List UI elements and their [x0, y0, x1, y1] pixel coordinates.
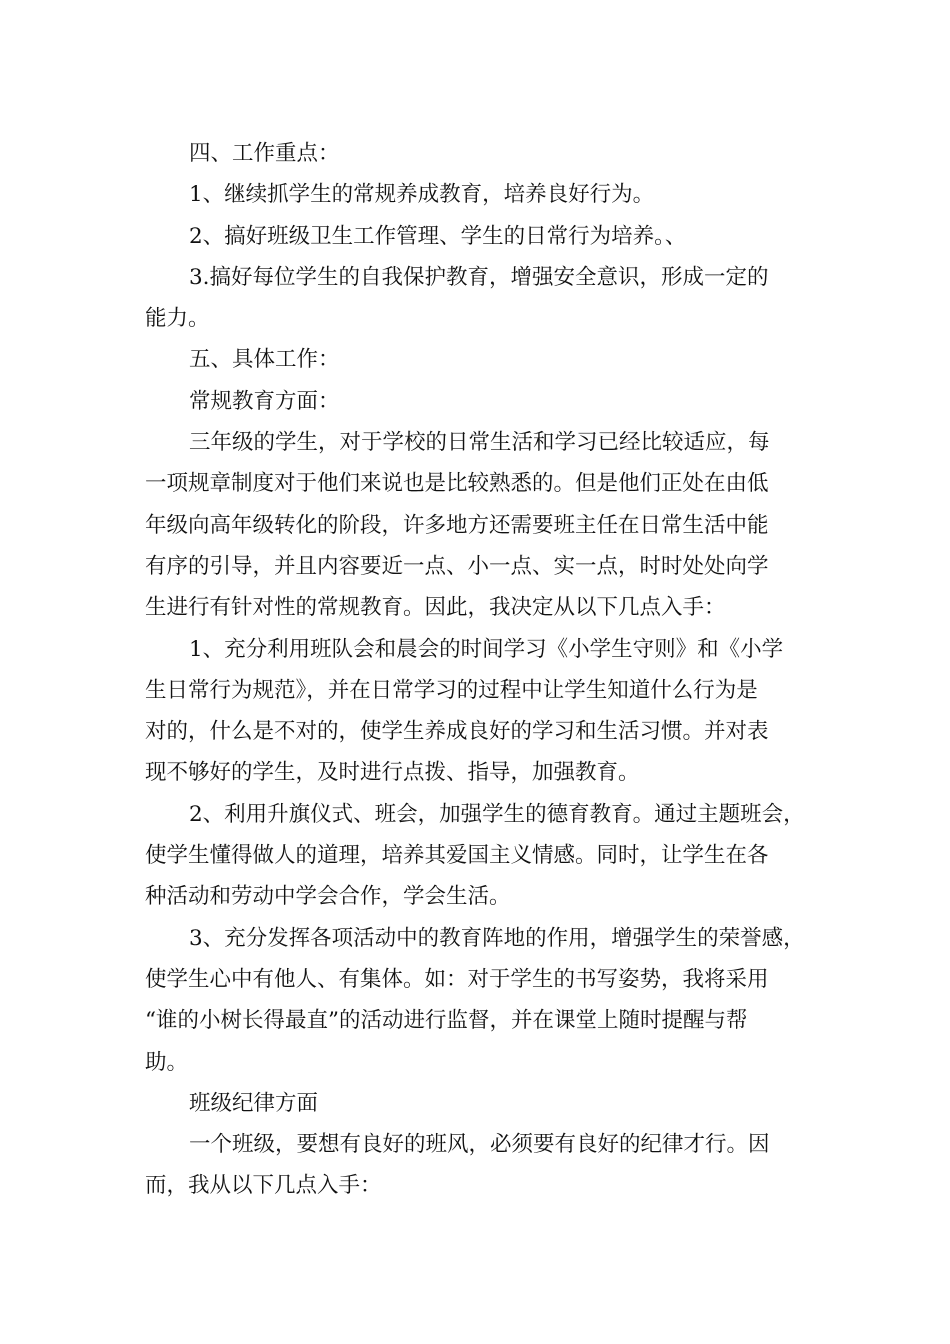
paragraph-line: 使学生懂得做人的道理，培养其爱国主义情感。同时，让学生在各 — [145, 843, 769, 869]
paragraph-line: 3、充分发挥各项活动中的教育阵地的作用，增强学生的荣誉感， — [189, 925, 805, 951]
focus-item-2: 2、搞好班级卫生工作管理、学生的日常行为培养。、 — [189, 223, 687, 249]
paragraph-line: 而，我从以下几点入手： — [145, 1173, 382, 1199]
paragraph-line: 1、充分利用班队会和晨会的时间学习《小学生守则》和《小学 — [189, 636, 784, 662]
focus-item-1: 1、继续抓学生的常规养成教育，培养良好行为。 — [189, 182, 655, 208]
paragraph-line: 一项规章制度对于他们来说也是比较熟悉的。但是他们正处在由低 — [145, 471, 769, 497]
paragraph-line: 有序的引导，并且内容要近一点、小一点、实一点，时时处处向学 — [145, 553, 769, 579]
paragraph-line: “谁的小树长得最直”的活动进行监督，并在课堂上随时提醒与帮 — [145, 1008, 748, 1034]
paragraph-line: 三年级的学生，对于学校的日常生活和学习已经比较适应，每 — [189, 430, 770, 456]
focus-item-3-cont: 能力。 — [145, 306, 210, 332]
heading-work-focus: 四、工作重点： — [189, 141, 340, 166]
paragraph-line: 助。 — [145, 1049, 189, 1075]
focus-item-3: 3.搞好每位学生的自我保护教育，增强安全意识，形成一定的 — [189, 264, 769, 290]
paragraph-line: 生日常行为规范》，并在日常学习的过程中让学生知道什么行为是 — [145, 677, 758, 703]
subheading-routine-education: 常规教育方面： — [189, 388, 340, 414]
paragraph-line: 现不够好的学生，及时进行点拨、指导，加强教育。 — [145, 760, 640, 786]
paragraph-line: 种活动和劳动中学会合作，学会生活。 — [145, 884, 511, 910]
subheading-class-discipline: 班级纪律方面 — [189, 1090, 319, 1116]
heading-specific-work: 五、具体工作： — [189, 347, 340, 373]
paragraph-line: 生进行有针对性的常规教育。因此，我决定从以下几点入手： — [145, 595, 726, 621]
paragraph-line: 一个班级，要想有良好的班风，必须要有良好的纪律才行。因 — [189, 1132, 770, 1158]
paragraph-line: 对的，什么是不对的，使学生养成良好的学习和生活习惯。并对表 — [145, 719, 769, 745]
document-body — [145, 133, 810, 1207]
paragraph-line: 年级向高年级转化的阶段，许多地方还需要班主任在日常生活中能 — [145, 512, 769, 538]
paragraph-line: 使学生心中有他人、有集体。如：对于学生的书写姿势，我将采用 — [145, 966, 769, 992]
paragraph-line: 2、利用升旗仪式、班会，加强学生的德育教育。通过主题班会， — [189, 801, 805, 827]
